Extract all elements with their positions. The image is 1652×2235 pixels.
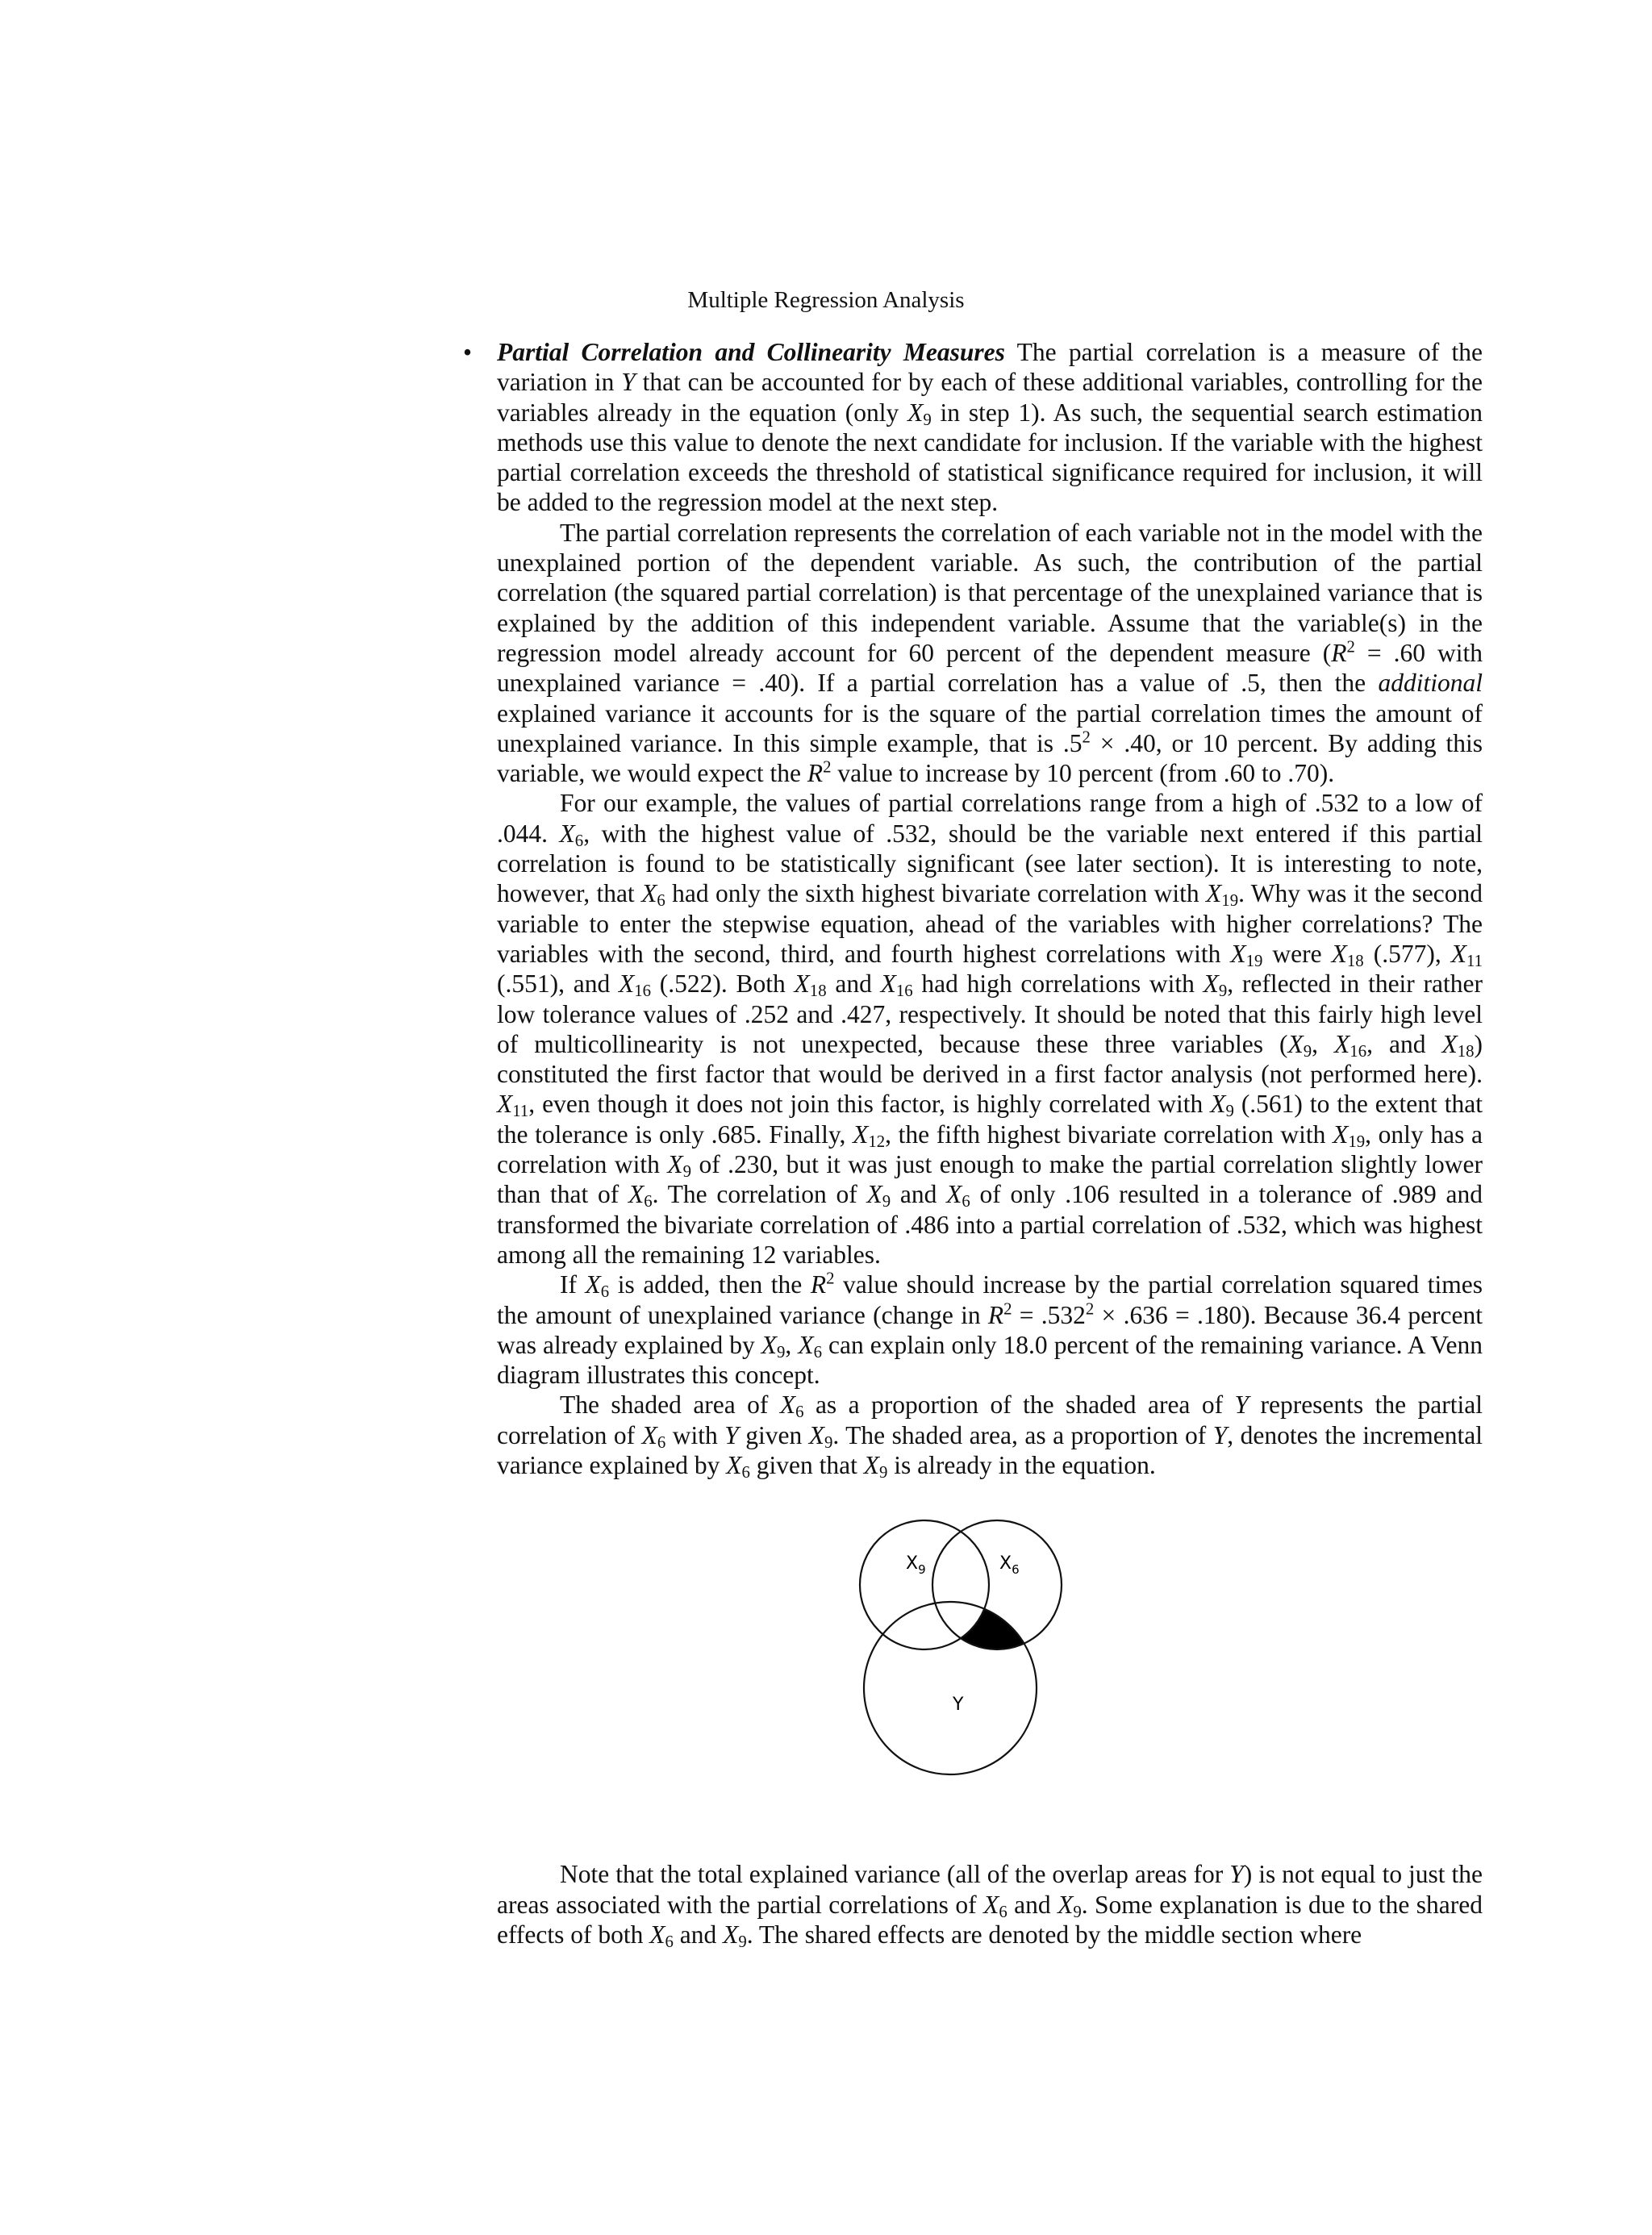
venn-diagram-svg <box>840 1512 1082 1803</box>
running-head: Multiple Regression Analysis <box>687 287 965 313</box>
paragraph-r-squared-change: If $X_6$ is added, then the $R^2$ value should increase by the partial correlation squared times the amount of unexplained variance (change in $R^2 = .532^2 \times .636 = .180$). Because 36.4 percent was already explained by $X_9$, $X_6$ can explain only 18.0 percent of the remaining variance. A Venn diagram illustrates this concept. <box>497 1269 1483 1390</box>
label-x6: $X_6$ <box>999 1553 1020 1578</box>
paragraph-unexplained-variance: The partial correlation represents the correlation of each variable not in the model with the unexplained portion of the dependent variable. As such, the contribution of the partial correlation (the squared partial correlation) is that percentage of the unexplained variance that is explained by the addition of this independent variable. Assume that the variable(s) in the regression model already account for 60 percent of the dependent measure ($R^2 = .60$ with unexplained variance = .40). If a partial correlation has a value of .5, then the additional explained variance it accounts for is the square of the partial correlation times the amount of unexplained variance. In this simple example, that is $.5^2 \times .40$, or 10 percent. By adding this variable, we would expect the $R^2$ value to increase by 10 percent (from .60 to .70). <box>497 518 1483 788</box>
venn-diagram <box>497 1480 1483 1859</box>
page-body <box>463 337 1483 1952</box>
paragraph-total-explained-variance: Note that the total explained variance (all of the overlap areas for Y) is not equal to just the areas associated with the partial correlations of $X_6$ and $X_9$. Some explanation is due to the shared effects of both $X_6$ and $X_9$. The shared effects are denoted by the middle section where <box>497 1860 1483 1952</box>
paragraph-example-values: For our example, the values of partial correlations range from a high of .532 to a low of .044. $X_6$, with the highest value of .532, should be the variable next entered if this partial correlation is found to be statistically significant (see later section). It is interesting to note, however, that $X_6$ had only the sixth highest bivariate correlation with $X_{19}$. Why was it the second variable to enter the stepwise equation, ahead of the variables with higher correlations? The variables with the second, third, and fourth highest correlations with $X_{19}$ were $X_{18}$ (.577), $X_{11}$ (.551), and $X_{16}$ (.522). Both $X_{18}$ and $X_{16}$ had high correlations with $X_9$, reflected in their rather low tolerance values of .252 and .427, respectively. It should be noted that this fairly high level of multicollinearity is not unexpected, because these three variables ($X_9$, $X_{16}$, and $X_{18}$) constituted the first factor that would be derived in a first factor analysis (not performed here). $X_{11}$, even though it does not join this factor, is highly correlated with $X_9$ (.561) to the extent that the tolerance is only .685. Finally, $X_{12}$, the fifth highest bivariate correlation with $X_{19}$, only has a correlation with $X_9$ of .230, but it was just enough to make the partial correlation slightly lower than that of $X_6$. The correlation of $X_9$ and $X_6$ of only .106 resulted in a tolerance of .989 and transformed the bivariate correlation of .486 into a partial correlation of .532, which was highest among all the remaining 12 variables. <box>497 789 1483 1269</box>
label-x9: $X_9$ <box>906 1553 926 1578</box>
bullet-icon: • <box>463 338 473 366</box>
run-in-heading: Partial Correlation and Collinearity Measures <box>497 338 1005 366</box>
label-y: Y <box>953 1695 964 1716</box>
paragraph-shaded-area: The shaded area of $X_6$ as a proportion of the shaded area of Y represents the partial correlation of $X_6$ with Y given $X_9$. The shaded area, as a proportion of Y, denotes the incremental variance explained by $X_6$ given that $X_9$ is already in the equation. <box>497 1391 1483 1482</box>
paragraph-partial-correlation: • Partial Correlation and Collinearity Measures The partial correlation is a measure of the variation in Y that can be accounted for by each of these additional variables, controlling for the variables already in the equation (only $X_9$ in step 1). As such, the sequential search estimation methods use this value to denote the next candidate for inclusion. If the variable with the highest partial correlation exceeds the threshold of statistical significance required for inclusion, it will be added to the regression model at the next step. <box>463 338 1483 517</box>
shaded-region <box>840 1512 1082 1803</box>
